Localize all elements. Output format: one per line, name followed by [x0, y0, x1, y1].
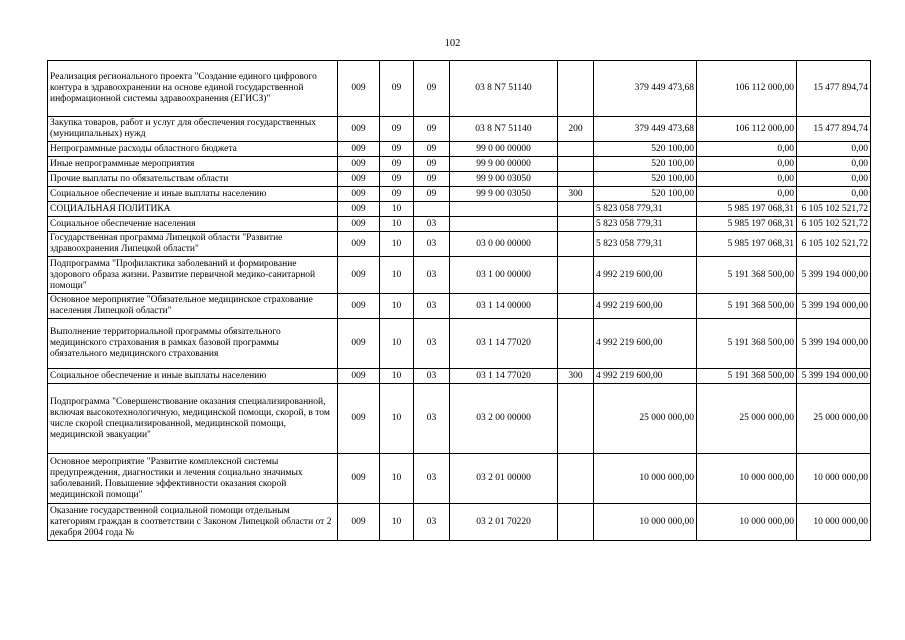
grbs-cell: 009 — [338, 117, 380, 142]
subsection-cell: 03 — [414, 232, 450, 257]
target-article-cell: 03 8 N7 51140 — [450, 61, 558, 117]
amount-year1-cell: 4 992 219 600,00 — [594, 369, 697, 384]
grbs-cell: 009 — [338, 157, 380, 172]
section-cell: 10 — [380, 217, 414, 232]
expense-type-cell — [558, 157, 594, 172]
amount-year2-cell: 5 985 197 068,31 — [697, 232, 797, 257]
amount-year1-cell: 5 823 058 779,31 — [594, 232, 697, 257]
target-article-cell: 03 2 01 70220 — [450, 504, 558, 541]
table-row — [48, 257, 871, 294]
amount-year1-cell: 520 100,00 — [594, 142, 697, 157]
row-name-cell: Государственная программа Липецкой области "Развитие здравоохранения Липецкой области" — [48, 232, 338, 257]
subsection-cell: 03 — [414, 369, 450, 384]
subsection-cell: 09 — [414, 187, 450, 202]
grbs-cell: 009 — [338, 187, 380, 202]
subsection-cell: 03 — [414, 217, 450, 232]
subsection-cell: 03 — [414, 454, 450, 504]
expense-type-cell: 300 — [558, 369, 594, 384]
row-name-cell: СОЦИАЛЬНАЯ ПОЛИТИКА — [48, 202, 338, 217]
amount-year2-cell: 5 985 197 068,31 — [697, 202, 797, 217]
expense-type-cell — [558, 232, 594, 257]
subsection-cell: 03 — [414, 257, 450, 294]
expense-type-cell — [558, 257, 594, 294]
target-article-cell: 03 1 00 00000 — [450, 257, 558, 294]
row-name-cell: Подпрограмма "Профилактика заболеваний и формирование здорового образа жизни. Развитие первичной медико-санитарной помощи" — [48, 257, 338, 294]
expense-type-cell: 200 — [558, 117, 594, 142]
section-cell: 09 — [380, 172, 414, 187]
amount-year3-cell: 5 399 194 000,00 — [797, 294, 871, 319]
row-name-cell: Социальное обеспечение и иные выплаты населению — [48, 369, 338, 384]
grbs-cell: 009 — [338, 504, 380, 541]
table-row — [48, 142, 871, 157]
section-cell: 10 — [380, 232, 414, 257]
expense-type-cell — [558, 454, 594, 504]
grbs-cell: 009 — [338, 257, 380, 294]
grbs-cell: 009 — [338, 319, 380, 369]
target-article-cell: 03 2 00 00000 — [450, 384, 558, 454]
grbs-cell: 009 — [338, 217, 380, 232]
amount-year2-cell: 0,00 — [697, 157, 797, 172]
section-cell: 09 — [380, 157, 414, 172]
amount-year3-cell: 0,00 — [797, 142, 871, 157]
target-article-cell: 03 8 N7 51140 — [450, 117, 558, 142]
amount-year1-cell: 4 992 219 600,00 — [594, 257, 697, 294]
table-row — [48, 117, 871, 142]
amount-year1-cell: 520 100,00 — [594, 187, 697, 202]
section-cell: 09 — [380, 187, 414, 202]
table-row — [48, 369, 871, 384]
section-cell: 10 — [380, 454, 414, 504]
amount-year3-cell: 0,00 — [797, 187, 871, 202]
amount-year3-cell: 25 000 000,00 — [797, 384, 871, 454]
expense-type-cell — [558, 61, 594, 117]
section-cell: 10 — [380, 369, 414, 384]
grbs-cell: 009 — [338, 369, 380, 384]
table-row — [48, 187, 871, 202]
section-cell: 09 — [380, 117, 414, 142]
amount-year1-cell: 4 992 219 600,00 — [594, 319, 697, 369]
subsection-cell: 09 — [414, 117, 450, 142]
amount-year3-cell: 5 399 194 000,00 — [797, 257, 871, 294]
amount-year3-cell: 10 000 000,00 — [797, 454, 871, 504]
row-name-cell: Закупка товаров, работ и услуг для обеспечения государственных (муниципальных) нужд — [48, 117, 338, 142]
row-name-cell: Прочие выплаты по обязательствам области — [48, 172, 338, 187]
row-name-cell: Реализация регионального проекта "Создание единого цифрового контура в здравоохранении на основе единой государственной информационной системы здравоохранения (ЕГИСЗ)" — [48, 61, 338, 117]
amount-year1-cell: 379 449 473,68 — [594, 61, 697, 117]
amount-year2-cell: 106 112 000,00 — [697, 117, 797, 142]
amount-year2-cell: 0,00 — [697, 187, 797, 202]
subsection-cell — [414, 202, 450, 217]
subsection-cell: 09 — [414, 172, 450, 187]
amount-year3-cell: 6 105 102 521,72 — [797, 232, 871, 257]
table-row — [48, 384, 871, 454]
expense-type-cell: 300 — [558, 187, 594, 202]
subsection-cell: 09 — [414, 142, 450, 157]
grbs-cell: 009 — [338, 294, 380, 319]
row-name-cell: Оказание государственной социальной помощи отдельным категориям граждан в соответствии с Законом Липецкой области от 2 декабря 2004 года № — [48, 504, 338, 541]
amount-year3-cell: 15 477 894,74 — [797, 61, 871, 117]
target-article-cell: 03 1 14 77020 — [450, 369, 558, 384]
row-name-cell: Социальное обеспечение населения — [48, 217, 338, 232]
amount-year3-cell: 6 105 102 521,72 — [797, 202, 871, 217]
budget-table — [47, 60, 871, 541]
section-cell: 10 — [380, 384, 414, 454]
amount-year3-cell: 5 399 194 000,00 — [797, 319, 871, 369]
table-row — [48, 61, 871, 117]
expense-type-cell — [558, 319, 594, 369]
amount-year1-cell: 5 823 058 779,31 — [594, 217, 697, 232]
grbs-cell: 009 — [338, 454, 380, 504]
amount-year3-cell: 5 399 194 000,00 — [797, 369, 871, 384]
table-row — [48, 217, 871, 232]
expense-type-cell — [558, 172, 594, 187]
amount-year1-cell: 520 100,00 — [594, 157, 697, 172]
amount-year2-cell: 5 191 368 500,00 — [697, 257, 797, 294]
target-article-cell: 03 0 00 00000 — [450, 232, 558, 257]
grbs-cell: 009 — [338, 232, 380, 257]
page-number: 102 — [444, 38, 461, 49]
table-row — [48, 294, 871, 319]
subsection-cell: 09 — [414, 61, 450, 117]
section-cell: 10 — [380, 319, 414, 369]
grbs-cell: 009 — [338, 202, 380, 217]
target-article-cell: 99 9 00 00000 — [450, 157, 558, 172]
row-name-cell: Подпрограмма "Совершенствование оказания специализированной, включая высокотехнологичную, медицинской помощи, скорой, в том числе скорой специализированной, медицинской помощи, медицинской эвакуации" — [48, 384, 338, 454]
table-row — [48, 172, 871, 187]
subsection-cell: 09 — [414, 157, 450, 172]
amount-year1-cell: 4 992 219 600,00 — [594, 294, 697, 319]
table-row — [48, 319, 871, 369]
section-cell: 10 — [380, 257, 414, 294]
expense-type-cell — [558, 202, 594, 217]
row-name-cell: Основное мероприятие "Развитие комплексной системы предупреждения, диагностики и лечения социально значимых заболеваний. Повышение эффективности оказания скорой медицинской помощи" — [48, 454, 338, 504]
table-row — [48, 504, 871, 541]
target-article-cell: 99 9 00 03050 — [450, 172, 558, 187]
amount-year2-cell: 25 000 000,00 — [697, 384, 797, 454]
amount-year1-cell: 10 000 000,00 — [594, 454, 697, 504]
table-row — [48, 232, 871, 257]
amount-year3-cell: 6 105 102 521,72 — [797, 217, 871, 232]
row-name-cell: Иные непрограммные мероприятия — [48, 157, 338, 172]
row-name-cell: Выполнение территориальной программы обязательного медицинского страхования в рамках базовой программы обязательного медицинского страхования — [48, 319, 338, 369]
expense-type-cell — [558, 142, 594, 157]
amount-year1-cell: 25 000 000,00 — [594, 384, 697, 454]
grbs-cell: 009 — [338, 384, 380, 454]
target-article-cell: 99 9 00 03050 — [450, 187, 558, 202]
amount-year3-cell: 10 000 000,00 — [797, 504, 871, 541]
subsection-cell: 03 — [414, 294, 450, 319]
expense-type-cell — [558, 504, 594, 541]
section-cell: 10 — [380, 504, 414, 541]
section-cell: 10 — [380, 294, 414, 319]
amount-year3-cell: 0,00 — [797, 172, 871, 187]
grbs-cell: 009 — [338, 142, 380, 157]
amount-year3-cell: 0,00 — [797, 157, 871, 172]
expense-type-cell — [558, 294, 594, 319]
grbs-cell: 009 — [338, 172, 380, 187]
target-article-cell — [450, 217, 558, 232]
amount-year2-cell: 5 191 368 500,00 — [697, 369, 797, 384]
table-row — [48, 202, 871, 217]
table-row — [48, 157, 871, 172]
expense-type-cell — [558, 384, 594, 454]
row-name-cell: Социальное обеспечение и иные выплаты населению — [48, 187, 338, 202]
amount-year1-cell: 520 100,00 — [594, 172, 697, 187]
section-cell: 09 — [380, 61, 414, 117]
target-article-cell: 03 1 14 00000 — [450, 294, 558, 319]
amount-year1-cell: 5 823 058 779,31 — [594, 202, 697, 217]
amount-year2-cell: 106 112 000,00 — [697, 61, 797, 117]
subsection-cell: 03 — [414, 319, 450, 369]
row-name-cell: Непрограммные расходы областного бюджета — [48, 142, 338, 157]
table-row — [48, 454, 871, 504]
amount-year2-cell: 10 000 000,00 — [697, 454, 797, 504]
target-article-cell: 03 2 01 00000 — [450, 454, 558, 504]
row-name-cell: Основное мероприятие "Обязательное медицинское страхование населения Липецкой области" — [48, 294, 338, 319]
amount-year1-cell: 379 449 473,68 — [594, 117, 697, 142]
target-article-cell: 99 0 00 00000 — [450, 142, 558, 157]
grbs-cell: 009 — [338, 61, 380, 117]
amount-year1-cell: 10 000 000,00 — [594, 504, 697, 541]
amount-year2-cell: 5 191 368 500,00 — [697, 294, 797, 319]
amount-year2-cell: 5 985 197 068,31 — [697, 217, 797, 232]
section-cell: 09 — [380, 142, 414, 157]
amount-year2-cell: 0,00 — [697, 172, 797, 187]
target-article-cell — [450, 202, 558, 217]
target-article-cell: 03 1 14 77020 — [450, 319, 558, 369]
amount-year2-cell: 0,00 — [697, 142, 797, 157]
expense-type-cell — [558, 217, 594, 232]
amount-year3-cell: 15 477 894,74 — [797, 117, 871, 142]
amount-year2-cell: 5 191 368 500,00 — [697, 319, 797, 369]
subsection-cell: 03 — [414, 384, 450, 454]
section-cell: 10 — [380, 202, 414, 217]
amount-year2-cell: 10 000 000,00 — [697, 504, 797, 541]
subsection-cell: 03 — [414, 504, 450, 541]
